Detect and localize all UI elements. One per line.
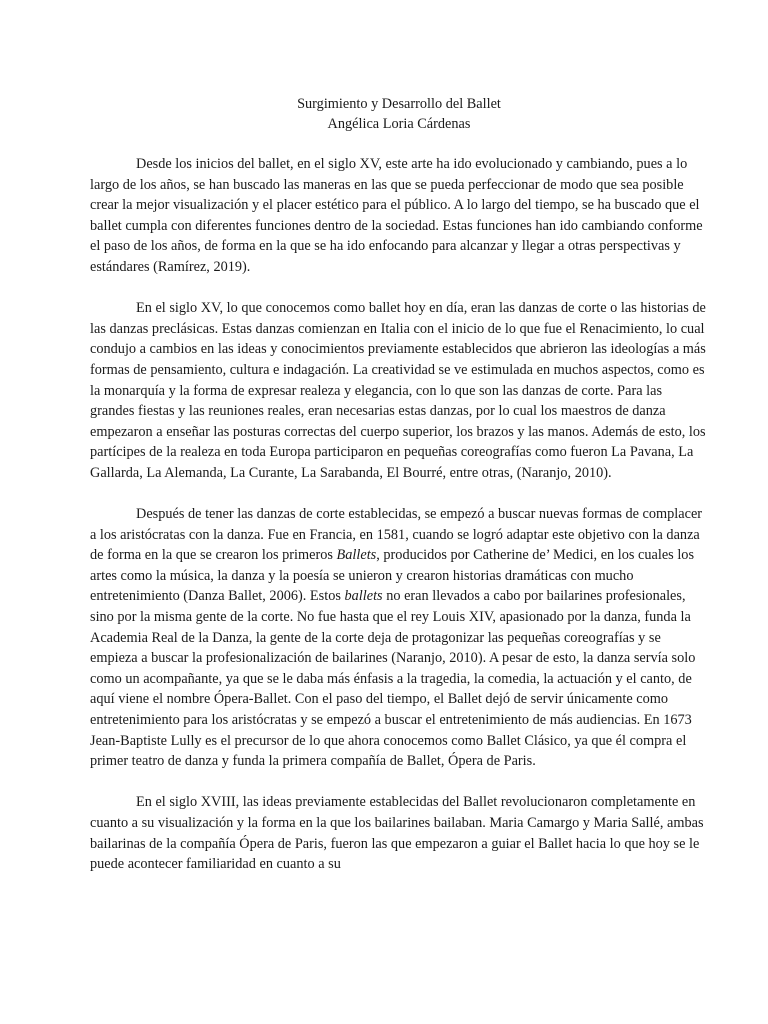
document-author: Angélica Loria Cárdenas <box>327 116 471 132</box>
paragraph-4: En el siglo XVIII, las ideas previamente establecidas del Ballet revolucionaron completamente en cuanto a su visualización y la forma en la que los bailarines bailaban. Maria Camargo y Maria Sallé, ambas bailarinas de la compañía Ópera de Paris, fueron las que empezaron a guiar el Ballet hacia lo que hoy se le puede acontecer familiaridad en cuanto a su <box>90 794 704 873</box>
paragraph-3: Después de tener las danzas de corte establecidas, se empezó a buscar nuevas formas de complacer a los aristócratas con la danza. Fue en Francia, en 1581, cuando se logró adaptar este objetivo con la danza de forma en la que se crearon los primeros Ballets, producidos por Catherine de’ Medici, en los cuales los artes como la música, la danza y la poesía se unieron y crearon historias dramáticas con mucho entretenimiento (Danza Ballet, 2006). Estos ballets no eran llevados a cabo por bailarines profesionales, sino por la misma gente de la corte. No fue hasta que el rey Louis XIV, apasionado por la danza, funda la Academia Real de la Danza, la gente de la corte deja de protagonizar las pequeñas coreografías y se empieza a buscar la profesionalización de bailarines (Naranjo, 2010). A pesar de esto, la danza servía solo como un acompañante, ya que se le daba más énfasis a la tragedia, la comedia, la actuación y el canto, de aquí viene el nombre Ópera-Ballet. Con el paso del tiempo, el Ballet dejó de servir únicamente como entretenimiento para los aristócratas y se empezó a buscar el entretenimiento de más audiencias. En 1673 Jean-Baptiste Lully es el precursor de lo que ahora conocemos como Ballet Clásico, ya que él compra el primer teatro de danza y funda la primera compañía de Ballet, Ópera de Paris. <box>90 506 703 770</box>
document-title: Surgimiento y Desarrollo del Ballet <box>297 96 501 112</box>
paragraph-2: En el siglo XV, lo que conocemos como ballet hoy en día, eran las danzas de corte o las historias de las danzas preclásicas. Estas danzas comienzan en Italia con el inicio de lo que fue el Renacimiento, lo cual condujo a cambios en las ideas y conocimientos previamente establecidos que abrieron las ideologías a más formas de pensamiento, cultura e indagación. La creatividad se ve estimulada en muchos aspectos, como es la monarquía y la forma de expresar realeza y elegancia, con lo que son las danzas de corte. Para las grandes fiestas y las reuniones reales, eran necesarias estas danzas, por lo cual los maestros de danza empezaron a enseñar las posturas correctas del cuerpo superior, los brazos y las manos. Además de esto, los partícipes de la realeza en toda Europa participaron en pequeñas coreografías como fueron La Pavana, La Gallarda, La Alemanda, La Curante, La Sarabanda, El Bourré, entre otras, (Naranjo, 2010). <box>90 300 706 481</box>
document-header <box>90 94 708 134</box>
paragraph-1: Desde los inicios del ballet, en el siglo XV, este arte ha ido evolucionado y cambiando, pues a lo largo de los años, se han buscado las maneras en las que se pueda perfeccionar de modo que sea posible crear la mejor visualización y el placer estético para el público. A lo largo del tiempo, se ha buscado que el ballet cumpla con diferentes funciones dentro de la sociedad. Estas funciones han ido cambiando conforme el paso de los años, de forma en la que se ha ido enfocando para alcanzar y llegar a otras perspectivas y estándares (Ramírez, 2019). <box>90 156 703 275</box>
